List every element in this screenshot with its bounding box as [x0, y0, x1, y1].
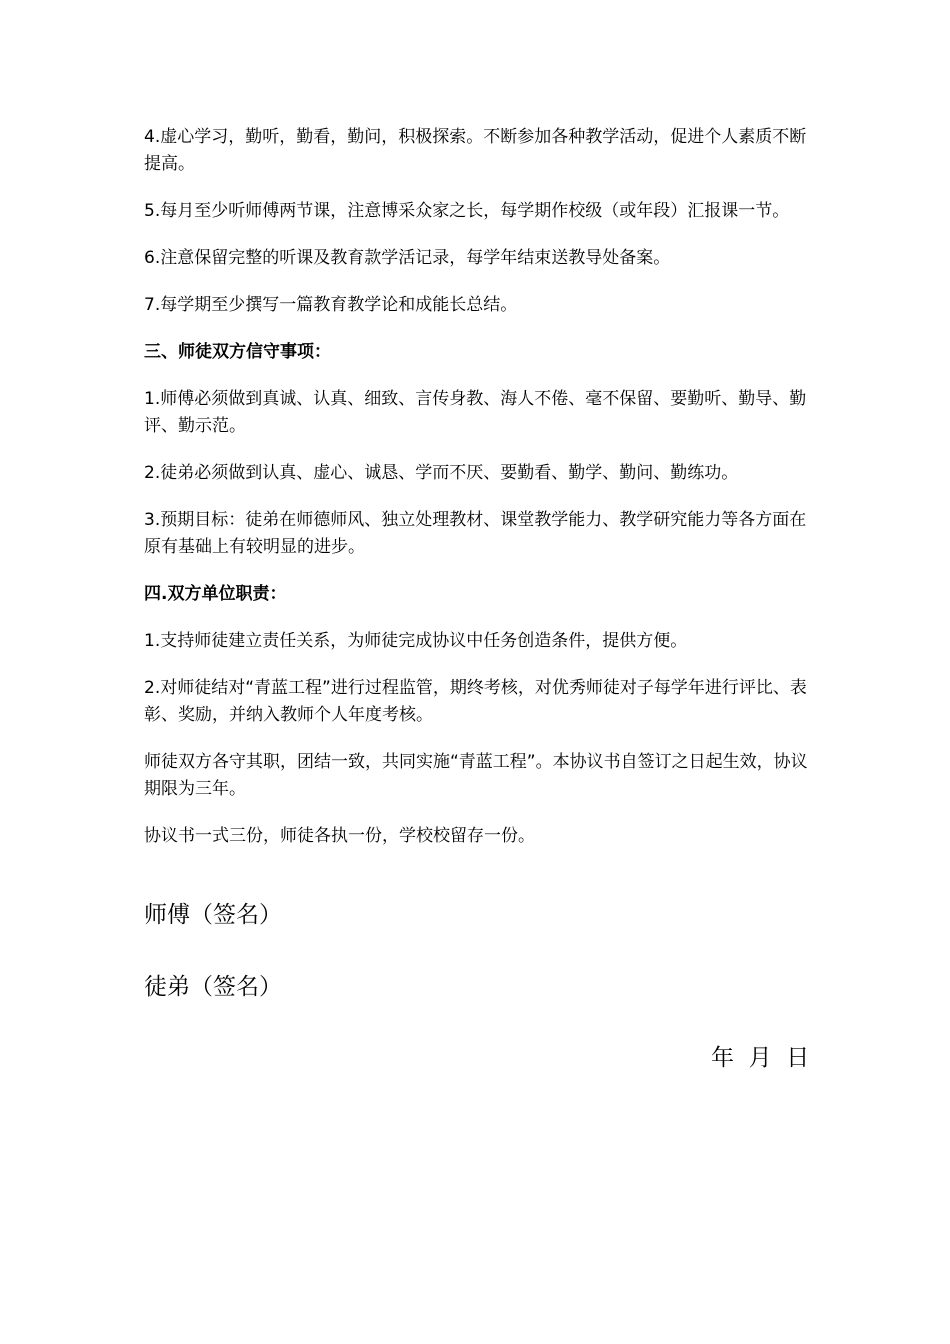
paragraph-4-study: 4.虚心学习，勤听，勤看，勤问，积极探索。不断参加各种教学活动，促进个人素质不断提高。: [144, 127, 807, 174]
paragraph-unit-support: 1.支持师徒建立责任关系，为师徒完成协议中任务创造条件，提供方便。: [144, 631, 688, 651]
paragraph-agreement-term: 师徒双方各守其职，团结一致，共同实施“青蓝工程”。本协议书自签订之日起生效，协议期限为三年。: [144, 752, 808, 799]
signature-master-label: 师傅（签名）: [144, 902, 282, 928]
paragraph-5-observe-lessons: 5.每月至少听师傅两节课，注意博采众家之长，每学期作校级（或年段）汇报课一节。: [144, 201, 790, 221]
paragraph-apprentice-duties: 2.徒弟必须做到认真、虚心、诚恳、学而不厌、要勤看、勤学、勤问、勤练功。: [144, 463, 739, 483]
paragraph-unit-supervision: 2.对师徒结对“青蓝工程”进行过程监管，期终考核，对优秀师徒对子每学年进行评比、表彰、奖励，并纳入教师个人年度考核。: [144, 678, 807, 725]
document-body: [144, 124, 822, 870]
paragraph-6-records: 6.注意保留完整的听课及教育款学活记录，每学年结束送教导处备案。: [144, 248, 671, 268]
section-heading-4: 四.双方单位职责：: [144, 584, 287, 604]
paragraph-master-duties: 1.师傅必须做到真诚、认真、细致、言传身教、海人不倦、毫不保留、要勤听、勤导、勤评、勤示范。: [144, 389, 807, 436]
date-line: 年 月 日: [711, 1045, 810, 1071]
paragraph-copies: 协议书一式三份，师徒各执一份，学校校留存一份。: [144, 826, 535, 846]
paragraph-7-summary: 7.每学期至少撰写一篇教育教学论和成能长总结。: [144, 295, 518, 315]
paragraph-expected-goals: 3.预期目标：徒弟在师德师风、独立处理教材、课堂教学能力、教学研究能力等各方面在原有基础上有较明显的进步。: [144, 510, 807, 557]
signature-apprentice-label: 徒弟（签名）: [144, 974, 282, 1000]
section-heading-3: 三、师徒双方信守事项：: [144, 342, 331, 362]
